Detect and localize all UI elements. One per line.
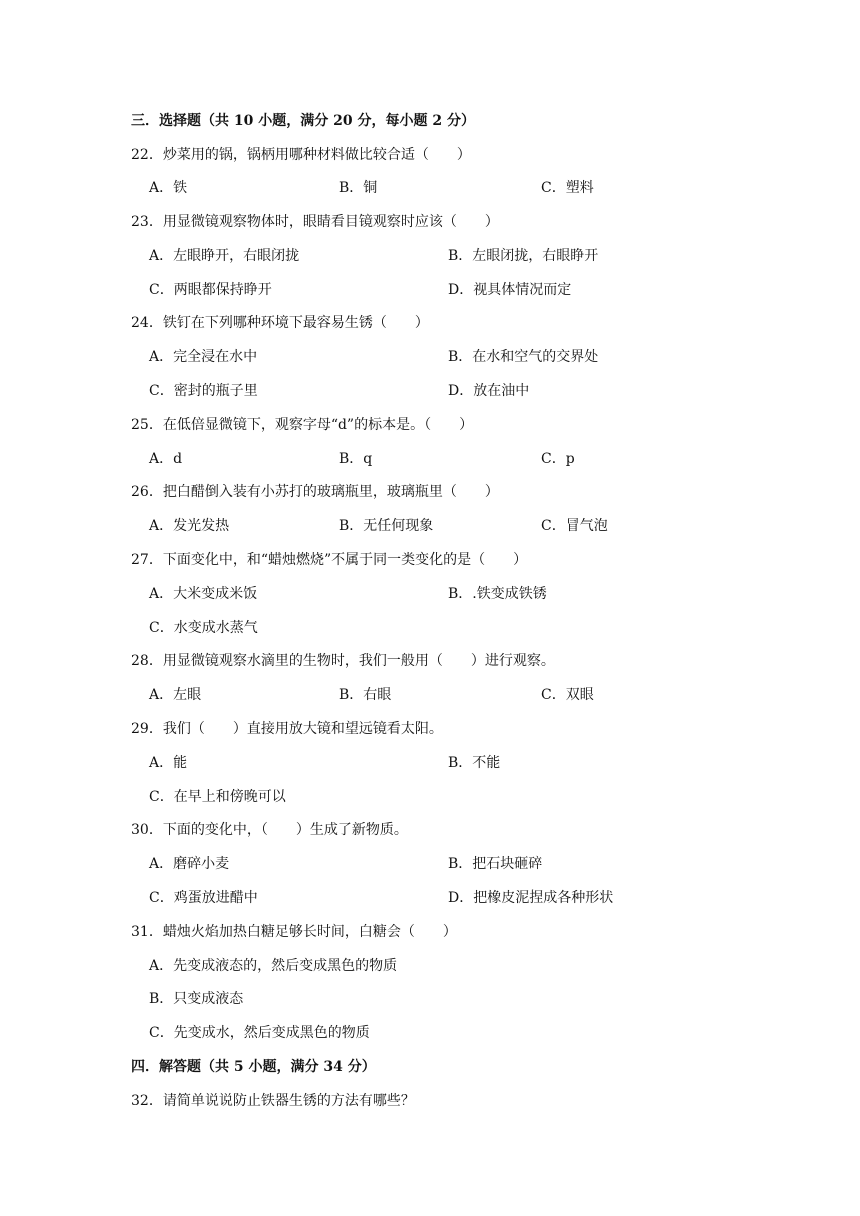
question-22-option-c: C．塑料 (541, 180, 594, 196)
question-24-option-c: C．密封的瓶子里 (149, 383, 258, 399)
question-29-option-a: A．能 (149, 755, 188, 771)
question-24-option-a: A．完全浸在水中 (149, 349, 258, 365)
section-3-title: 三．选择题（共 10 小题，满分 20 分，每小题 2 分） (131, 113, 475, 129)
question-25-option-b: B．q (339, 451, 373, 467)
question-28-option-a: A．左眼 (149, 687, 202, 703)
question-22-option-b: B．铜 (339, 180, 378, 196)
question-26-option-a: A．发光发热 (149, 518, 230, 534)
question-23-option-d: D．视具体情况而定 (448, 282, 572, 298)
question-29-stem: 29．我们（ ）直接用放大镜和望远镜看太阳。 (131, 721, 443, 737)
question-32-stem: 32．请简单说说防止铁器生锈的方法有哪些？ (131, 1093, 415, 1109)
question-24-stem: 24．铁钉在下列哪种环境下最容易生锈（ ） (131, 315, 429, 331)
question-30-option-c: C．鸡蛋放进醋中 (149, 890, 258, 906)
question-29-option-b: B．不能 (448, 755, 501, 771)
question-24-option-d: D．放在油中 (448, 383, 530, 399)
question-27-stem: 27．下面变化中，和“蜡烛燃烧”不属于同一类变化的是（ ） (131, 552, 528, 568)
question-27-option-a: A．大米变成米饭 (149, 586, 258, 602)
question-25-option-a: A．d (149, 451, 183, 467)
question-22-stem: 22．炒菜用的锅，锅柄用哪种材料做比较合适（ ） (131, 147, 471, 163)
question-24-option-b: B．在水和空气的交界处 (448, 349, 599, 365)
question-31-option-b: B．只变成液态 (149, 991, 244, 1007)
question-23-option-b: B．左眼闭拢，右眼睁开 (448, 248, 599, 264)
question-28-stem: 28．用显微镜观察水滴里的生物时，我们一般用（ ）进行观察。 (131, 653, 555, 669)
question-30-option-b: B．把石块砸碎 (448, 856, 543, 872)
question-22-option-a: A．铁 (149, 180, 188, 196)
question-27-option-b: B．.铁变成铁锈 (448, 586, 547, 602)
question-26-option-b: B．无任何现象 (339, 518, 434, 534)
question-26-stem: 26．把白醋倒入装有小苏打的玻璃瓶里，玻璃瓶里（ ） (131, 484, 499, 500)
question-26-option-c: C．冒气泡 (541, 518, 608, 534)
question-23-option-a: A．左眼睁开，右眼闭拢 (149, 248, 300, 264)
question-23-stem: 23．用显微镜观察物体时，眼睛看目镜观察时应该（ ） (131, 214, 499, 230)
question-25-stem: 25．在低倍显微镜下，观察字母“d”的标本是。（ ） (131, 417, 474, 433)
question-27-option-c: C．水变成水蒸气 (149, 620, 258, 636)
question-23-option-c: C．两眼都保持睁开 (149, 282, 272, 298)
question-31-stem: 31．蜡烛火焰加热白糖足够长时间，白糖会（ ） (131, 924, 457, 940)
question-31-option-c: C．先变成水，然后变成黑色的物质 (149, 1025, 370, 1041)
question-28-option-b: B．右眼 (339, 687, 392, 703)
question-30-option-a: A．磨碎小麦 (149, 856, 230, 872)
question-30-option-d: D．把橡皮泥捏成各种形状 (448, 890, 614, 906)
question-30-stem: 30．下面的变化中，（ ）生成了新物质。 (131, 822, 408, 838)
question-28-option-c: C．双眼 (541, 687, 594, 703)
question-25-option-c: C．p (541, 451, 575, 467)
question-29-option-c: C．在早上和傍晚可以 (149, 789, 286, 805)
section-4-title: 四．解答题（共 5 小题，满分 34 分） (131, 1059, 376, 1075)
question-31-option-a: A．先变成液态的，然后变成黑色的物质 (149, 958, 398, 974)
